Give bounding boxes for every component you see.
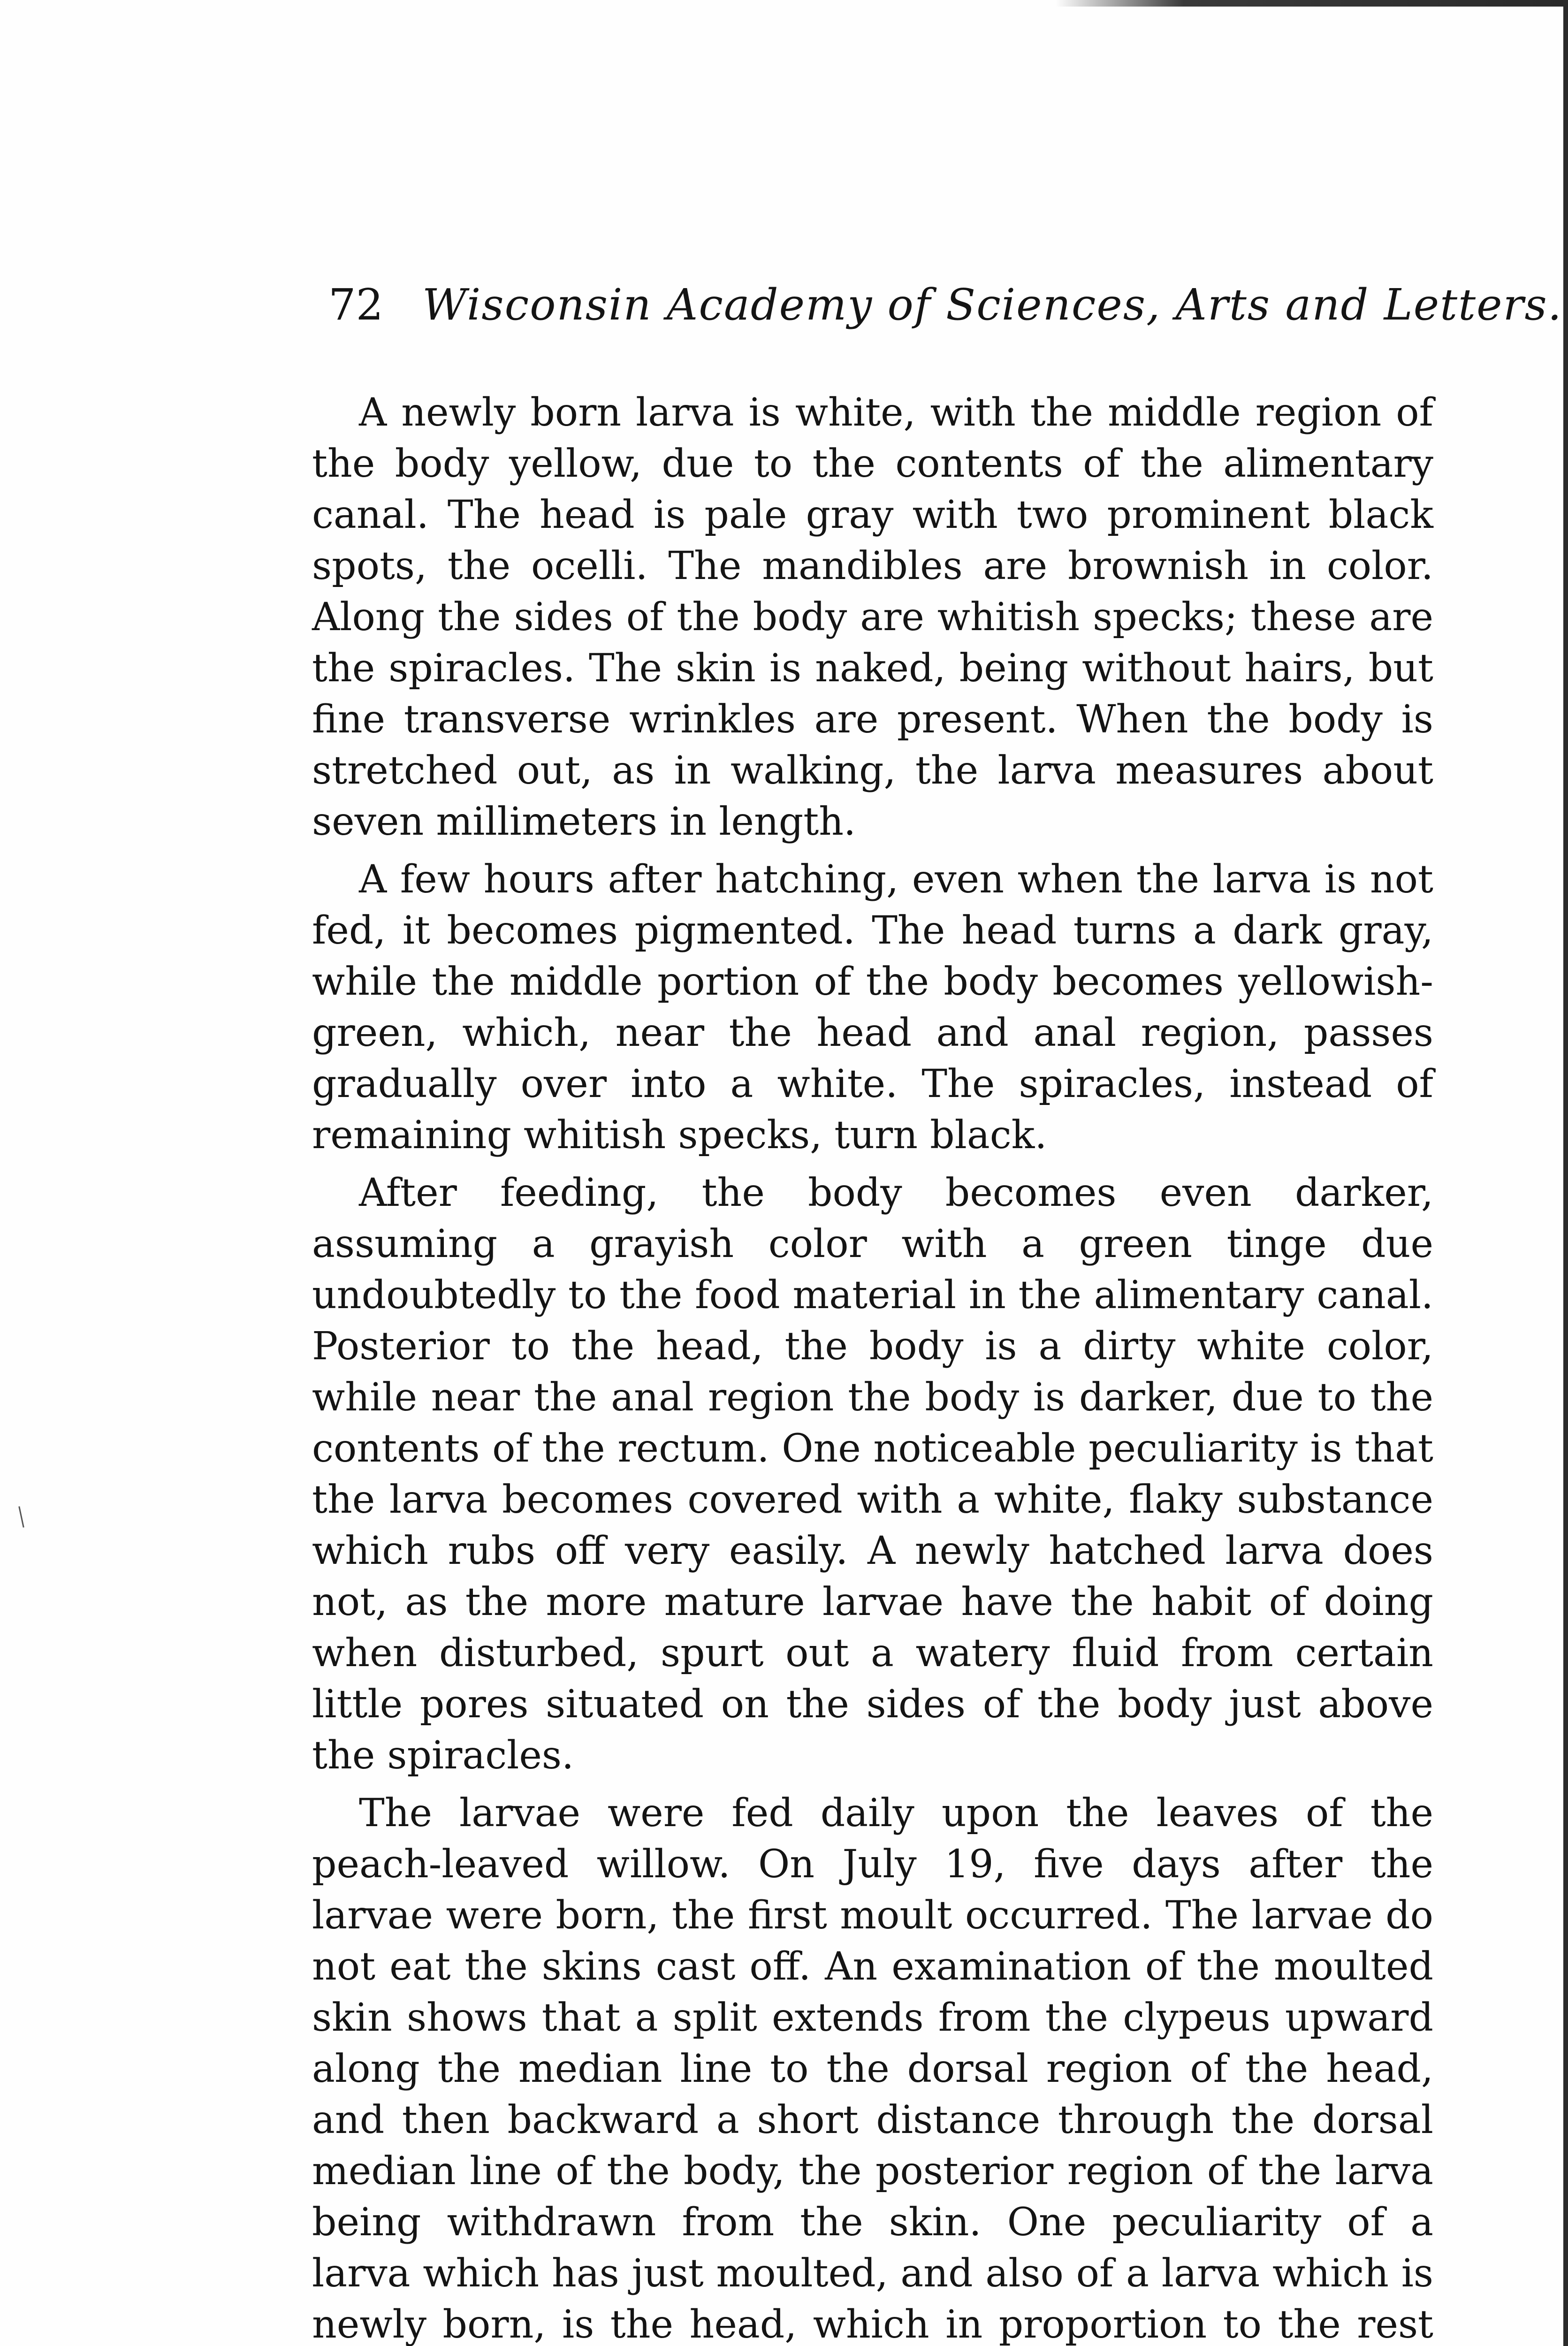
- page-number: 72: [328, 280, 384, 330]
- paragraph: After feeding, the body becomes even darker, assuming a grayish color with a green tinge due undoubtedly to the food material in the alimentary canal. Posterior to the head, the body is a dirty white color, while near the anal region the body is darker, due to the contents of the rectum. One noticeable peculiarity is that the larva becomes covered with a white, flaky substance which rubs off very easily. A newly hatched larva does not, as the more mature larvae have the habit of doing when disturbed, spurt out a watery fluid from certain little pores situated on the sides of the body just above the spiracles.: [312, 1171, 1433, 1778]
- scan-mark: [18, 1506, 24, 1528]
- scan-edge-top: [1056, 0, 1568, 7]
- scan-edge-right: [1563, 0, 1568, 2346]
- paragraph: A newly born larva is white, with the middle region of the body yellow, due to the contents of the alimentary canal. The head is pale gray with two prominent black spots, the ocelli. The mandibles are brownish in color. Along the sides of the body are whitish specks; these are the spiracles. The skin is naked, being without hairs, but fine transverse wrinkles are present. When the body is stretched out, as in walking, the larva measures about seven millimeters in length.: [312, 390, 1433, 844]
- paragraph: The larvae were fed daily upon the leaves of the peach-leaved willow. On July 19, five days after the larvae were born, the first moult occurred. The larvae do not eat the skins cast off. An examination of the moulted skin shows that a split extends from the clypeus upward along the median line to the dorsal region of the head, and then backward a short distance through the dorsal median line of the body, the posterior region of the larva being withdrawn from the skin. One peculiarity of a larva which has just moulted, and also of a larva which is newly born, is the head, which in proportion to the rest: [312, 1791, 1433, 2346]
- running-title: Wisconsin Academy of Sciences, Arts and Letters.: [422, 280, 1562, 330]
- body-text: [312, 387, 1433, 2346]
- paragraph: A few hours after hatching, even when the larva is not fed, it becomes pigmented. The head turns a dark gray, while the middle portion of the body becomes yellowish-green, which, near the head and anal region, passes gradually over into a white. The spiracles, instead of remaining whitish specks, turn black.: [312, 857, 1433, 1158]
- page-header: [328, 279, 1562, 331]
